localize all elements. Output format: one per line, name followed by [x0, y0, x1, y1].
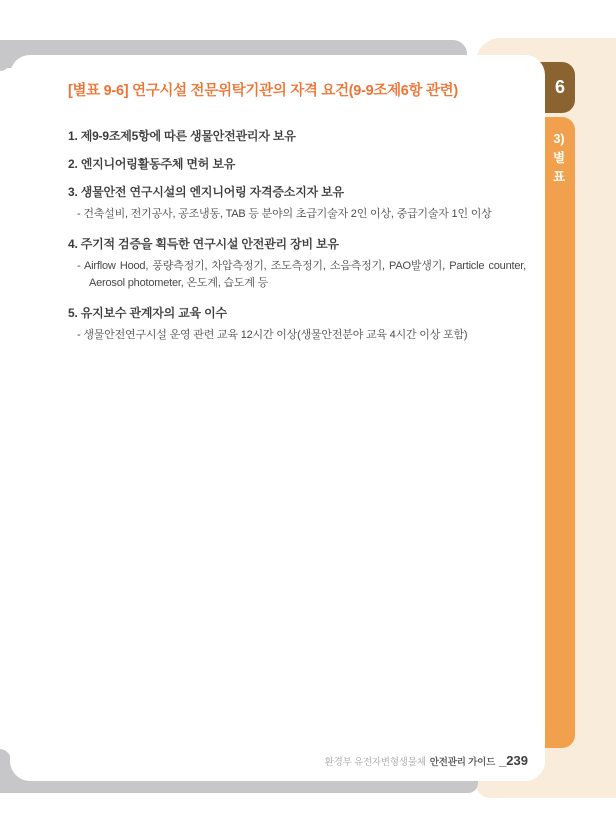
list-item-text: 5. 유지보수 관계자의 교육 이수 — [68, 305, 227, 320]
footer-guide-title: 안전관리 가이드 — [429, 757, 496, 768]
section-tab-char: 3) — [553, 132, 565, 146]
page-title: [별표 9-6] 연구시설 전문위탁기관의 자격 요건(9-9조제6항 관련) — [68, 83, 458, 99]
list-item-text: 3. 생물안전 연구시설의 엔지니어링 자격증소지자 보유 — [68, 185, 344, 199]
list-item — [68, 306, 526, 345]
footer-publisher: 환경부 유전자변형생물체 — [324, 757, 426, 768]
section-tab-char: 표 — [552, 170, 566, 184]
list-item — [68, 157, 526, 172]
list-item-text: 4. 주기적 검증을 획득한 연구시설 안전관리 장비 보유 — [68, 236, 339, 251]
list-item-text: 2. 엔지니어링활동주체 면허 보유 — [68, 157, 236, 171]
list-item — [68, 129, 526, 144]
list-item-subtext: - 건축설비, 전기공사, 공조냉동, TAB 등 분야의 초급기술자 2인 이상, 중급기술자 1인 이상 — [77, 208, 492, 220]
requirement-list — [68, 129, 526, 357]
content-card — [10, 55, 545, 781]
section-tab-char: 별 — [552, 151, 566, 165]
page-footer — [325, 753, 528, 768]
list-item — [68, 185, 526, 224]
chapter-tab-number: 6 — [554, 77, 565, 97]
list-item — [68, 237, 526, 293]
list-item-subtext: - 생물안전연구시설 운영 관련 교육 12시간 이상(생물안전분야 교육 4시간 이상 포함) — [77, 328, 468, 341]
list-item-text: 1. 제9-9조제5항에 따른 생물안전관리자 보유 — [68, 129, 296, 143]
footer-page-number: _239 — [499, 753, 528, 768]
list-item-subtext: - Airflow Hood, 풍량측정기, 차압측정기, 조도측정기, 소음측정기, PAO발생기, Particle counter, Aerosol photometer, 온도계, 습도계 등 — [77, 259, 526, 290]
section-tab-label — [543, 130, 575, 187]
